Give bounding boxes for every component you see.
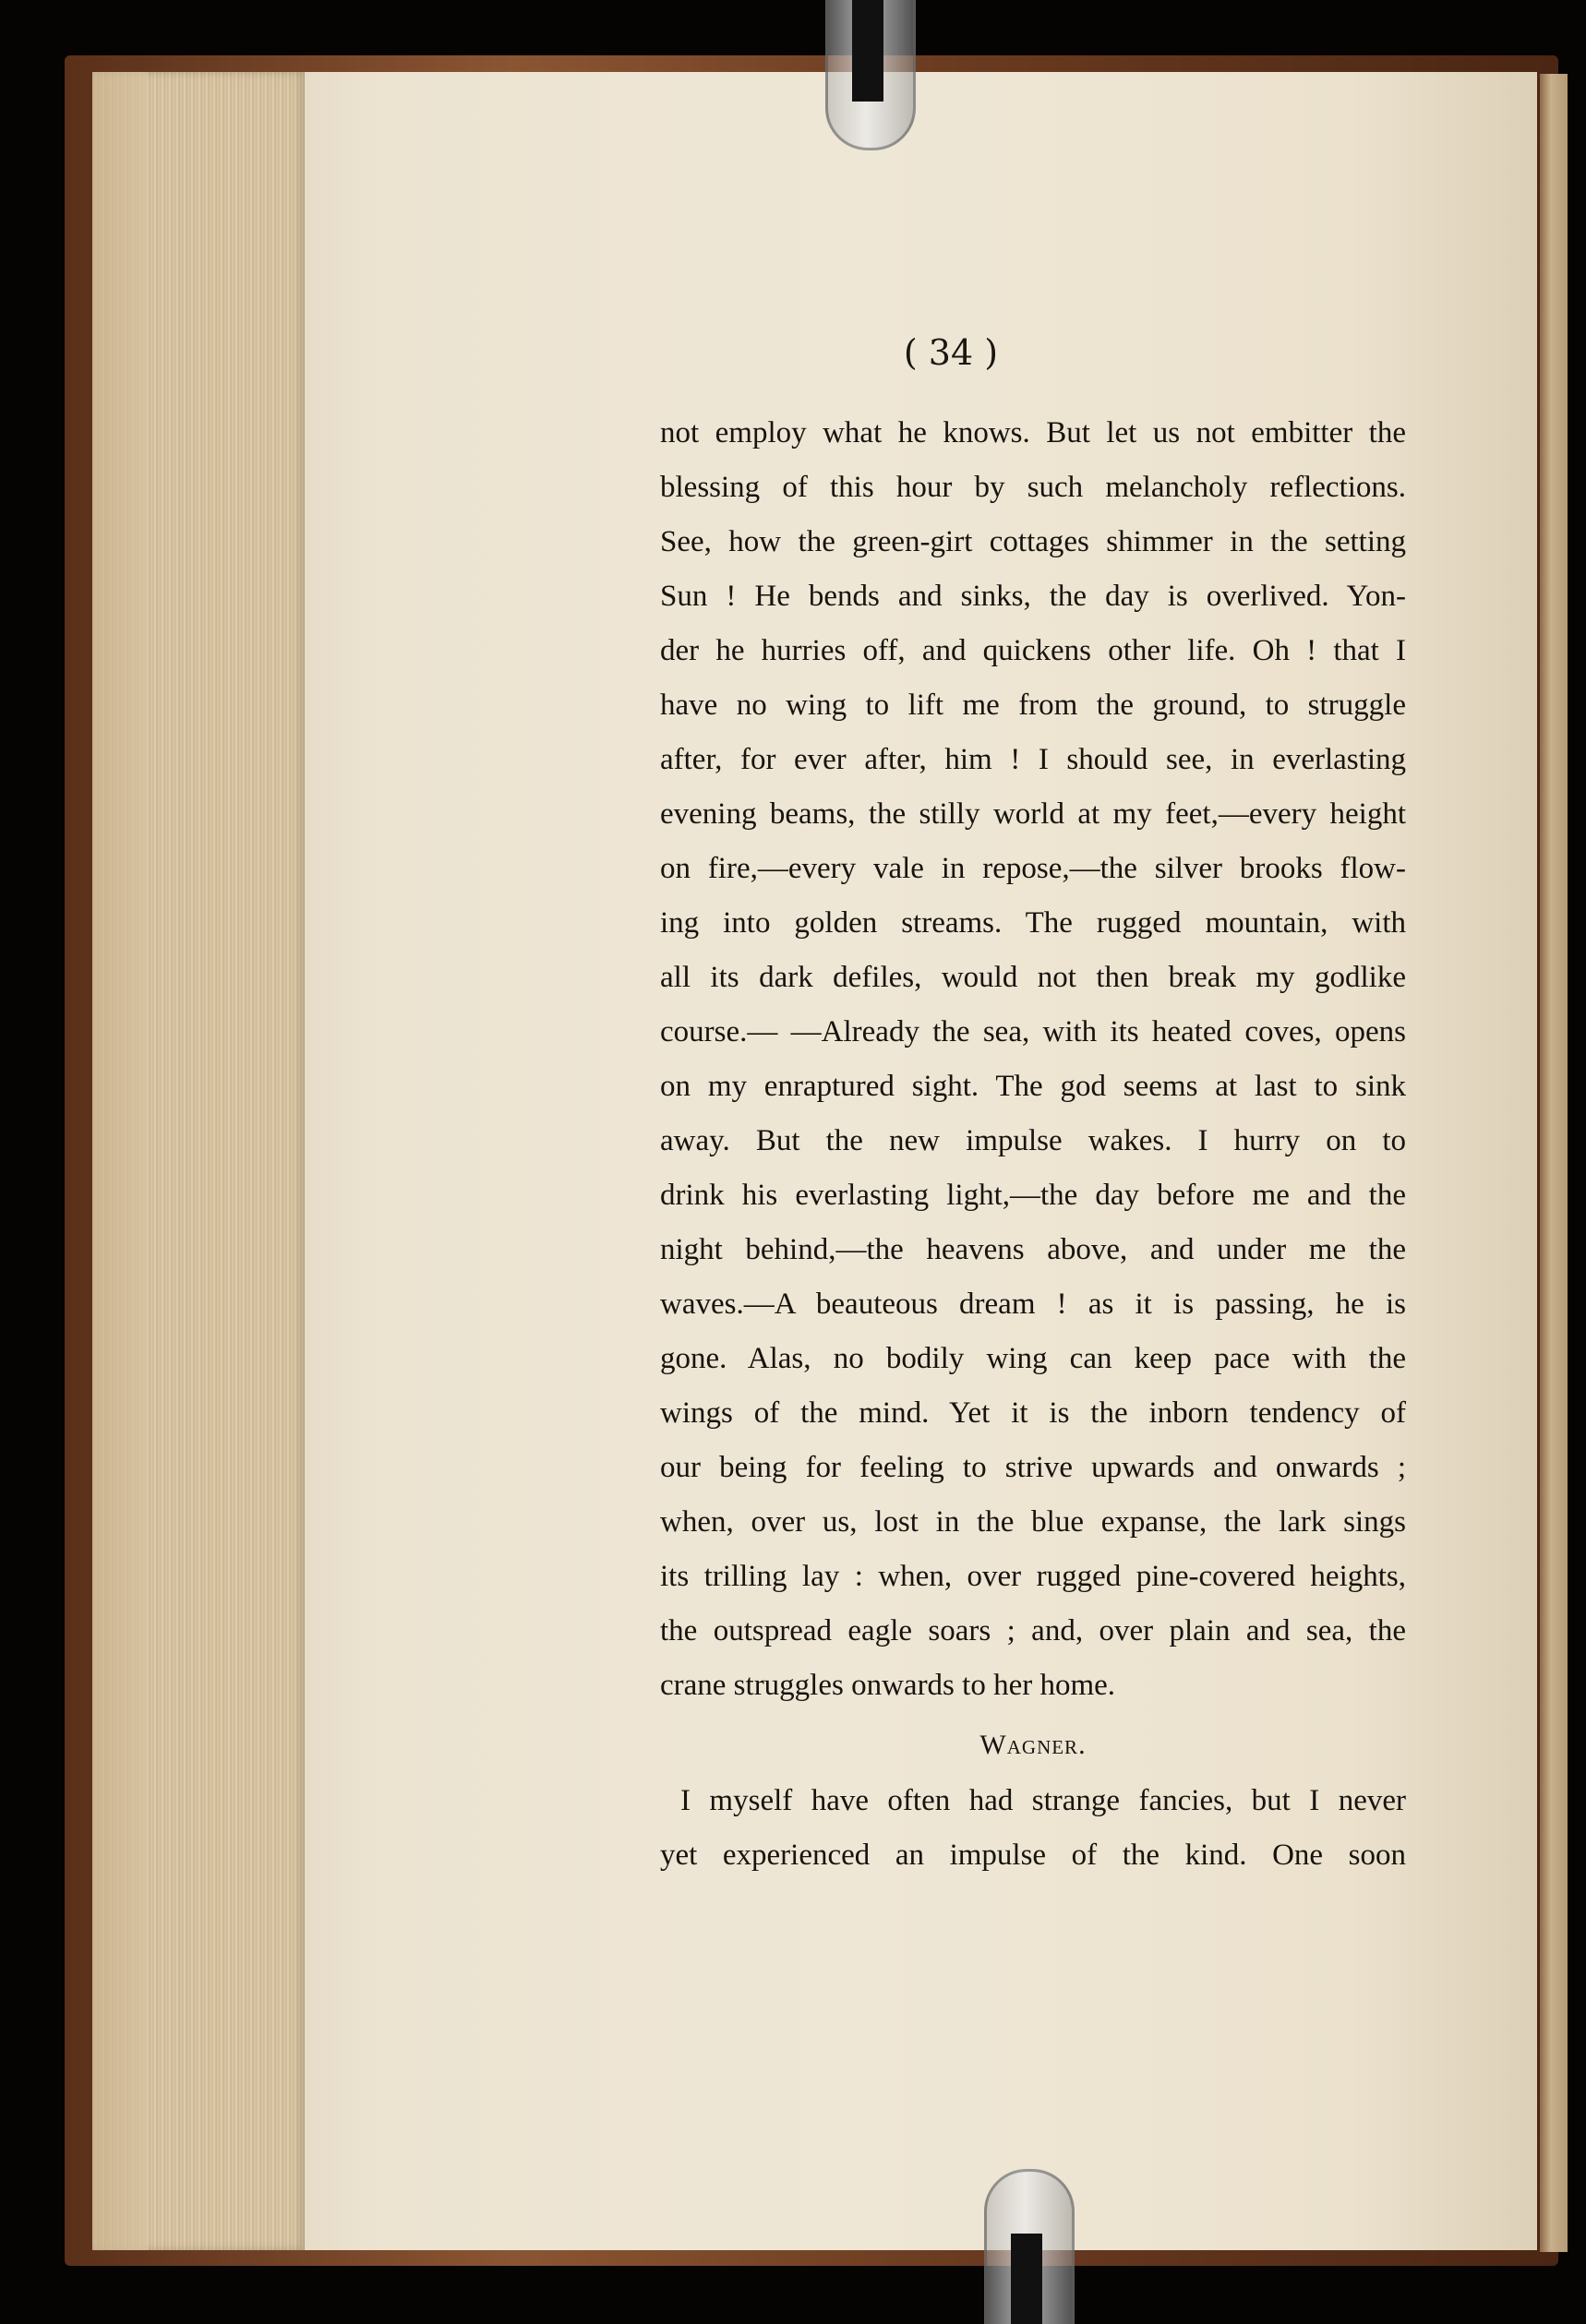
text-line: on my enraptured sight. The god seems at last to sink [660,1070,1406,1103]
text-line: I myself have often had strange fancies, but I never [680,1784,1406,1817]
speaker-name: Wagner. [979,1730,1087,1760]
text-line: when, over us, lost in the blue expanse, the lark sings [660,1505,1406,1539]
page-edge-stack [92,72,306,2250]
text-line: wings of the mind. Yet it is the inborn tendency of [660,1396,1406,1430]
text-line: the outspread eagle soars ; and, over plain and sea, the [660,1614,1406,1647]
text-line: ing into golden streams. The rugged mountain, with [660,906,1406,940]
text-line: waves.—A beauteous dream ! as it is passing, he is [660,1288,1406,1321]
text-line: drink his everlasting light,—the day before me and the [660,1179,1406,1212]
page-text [660,406,1406,1883]
text-line: away. But the new impulse wakes. I hurry on to [660,1124,1406,1157]
page-number: ( 34 ) [903,332,999,373]
text-line: evening beams, the stilly world at my feet,—every height [660,797,1406,831]
text-line: der he hurries off, and quickens other life. Oh ! that I [660,634,1406,667]
text-line: on fire,—every vale in repose,—the silver brooks flow- [660,852,1406,885]
text-line: night behind,—the heavens above, and under me the [660,1233,1406,1266]
top-clip-strap [852,0,883,102]
text-line: have no wing to lift me from the ground, to struggle [660,689,1406,722]
text-line: after, for ever after, him ! I should see, in everlasting [660,743,1406,776]
last-line: crane struggles onwards to her home. [660,1669,1116,1702]
text-line: course.— —Already the sea, with its heated coves, opens [660,1015,1406,1048]
text-line: our being for feeling to strive upwards and onwards ; [660,1451,1406,1484]
text-line: Sun ! He bends and sinks, the day is overlived. Yon- [660,580,1406,613]
text-line: blessing of this hour by such melancholy reflections. [660,471,1406,504]
text-line: gone. Alas, no bodily wing can keep pace with the [660,1342,1406,1375]
text-line: its trilling lay : when, over rugged pine-covered heights, [660,1560,1406,1593]
text-line: yet experienced an impulse of the kind. One soon [660,1839,1406,1872]
facing-page-edge [1540,74,1568,2252]
text-line: See, how the green-girt cottages shimmer in the setting [660,525,1406,558]
text-line: all its dark defiles, would not then break my godlike [660,961,1406,994]
bottom-clip-strap [1011,2234,1042,2324]
text-line: not employ what he knows. But let us not embitter the [660,416,1406,449]
